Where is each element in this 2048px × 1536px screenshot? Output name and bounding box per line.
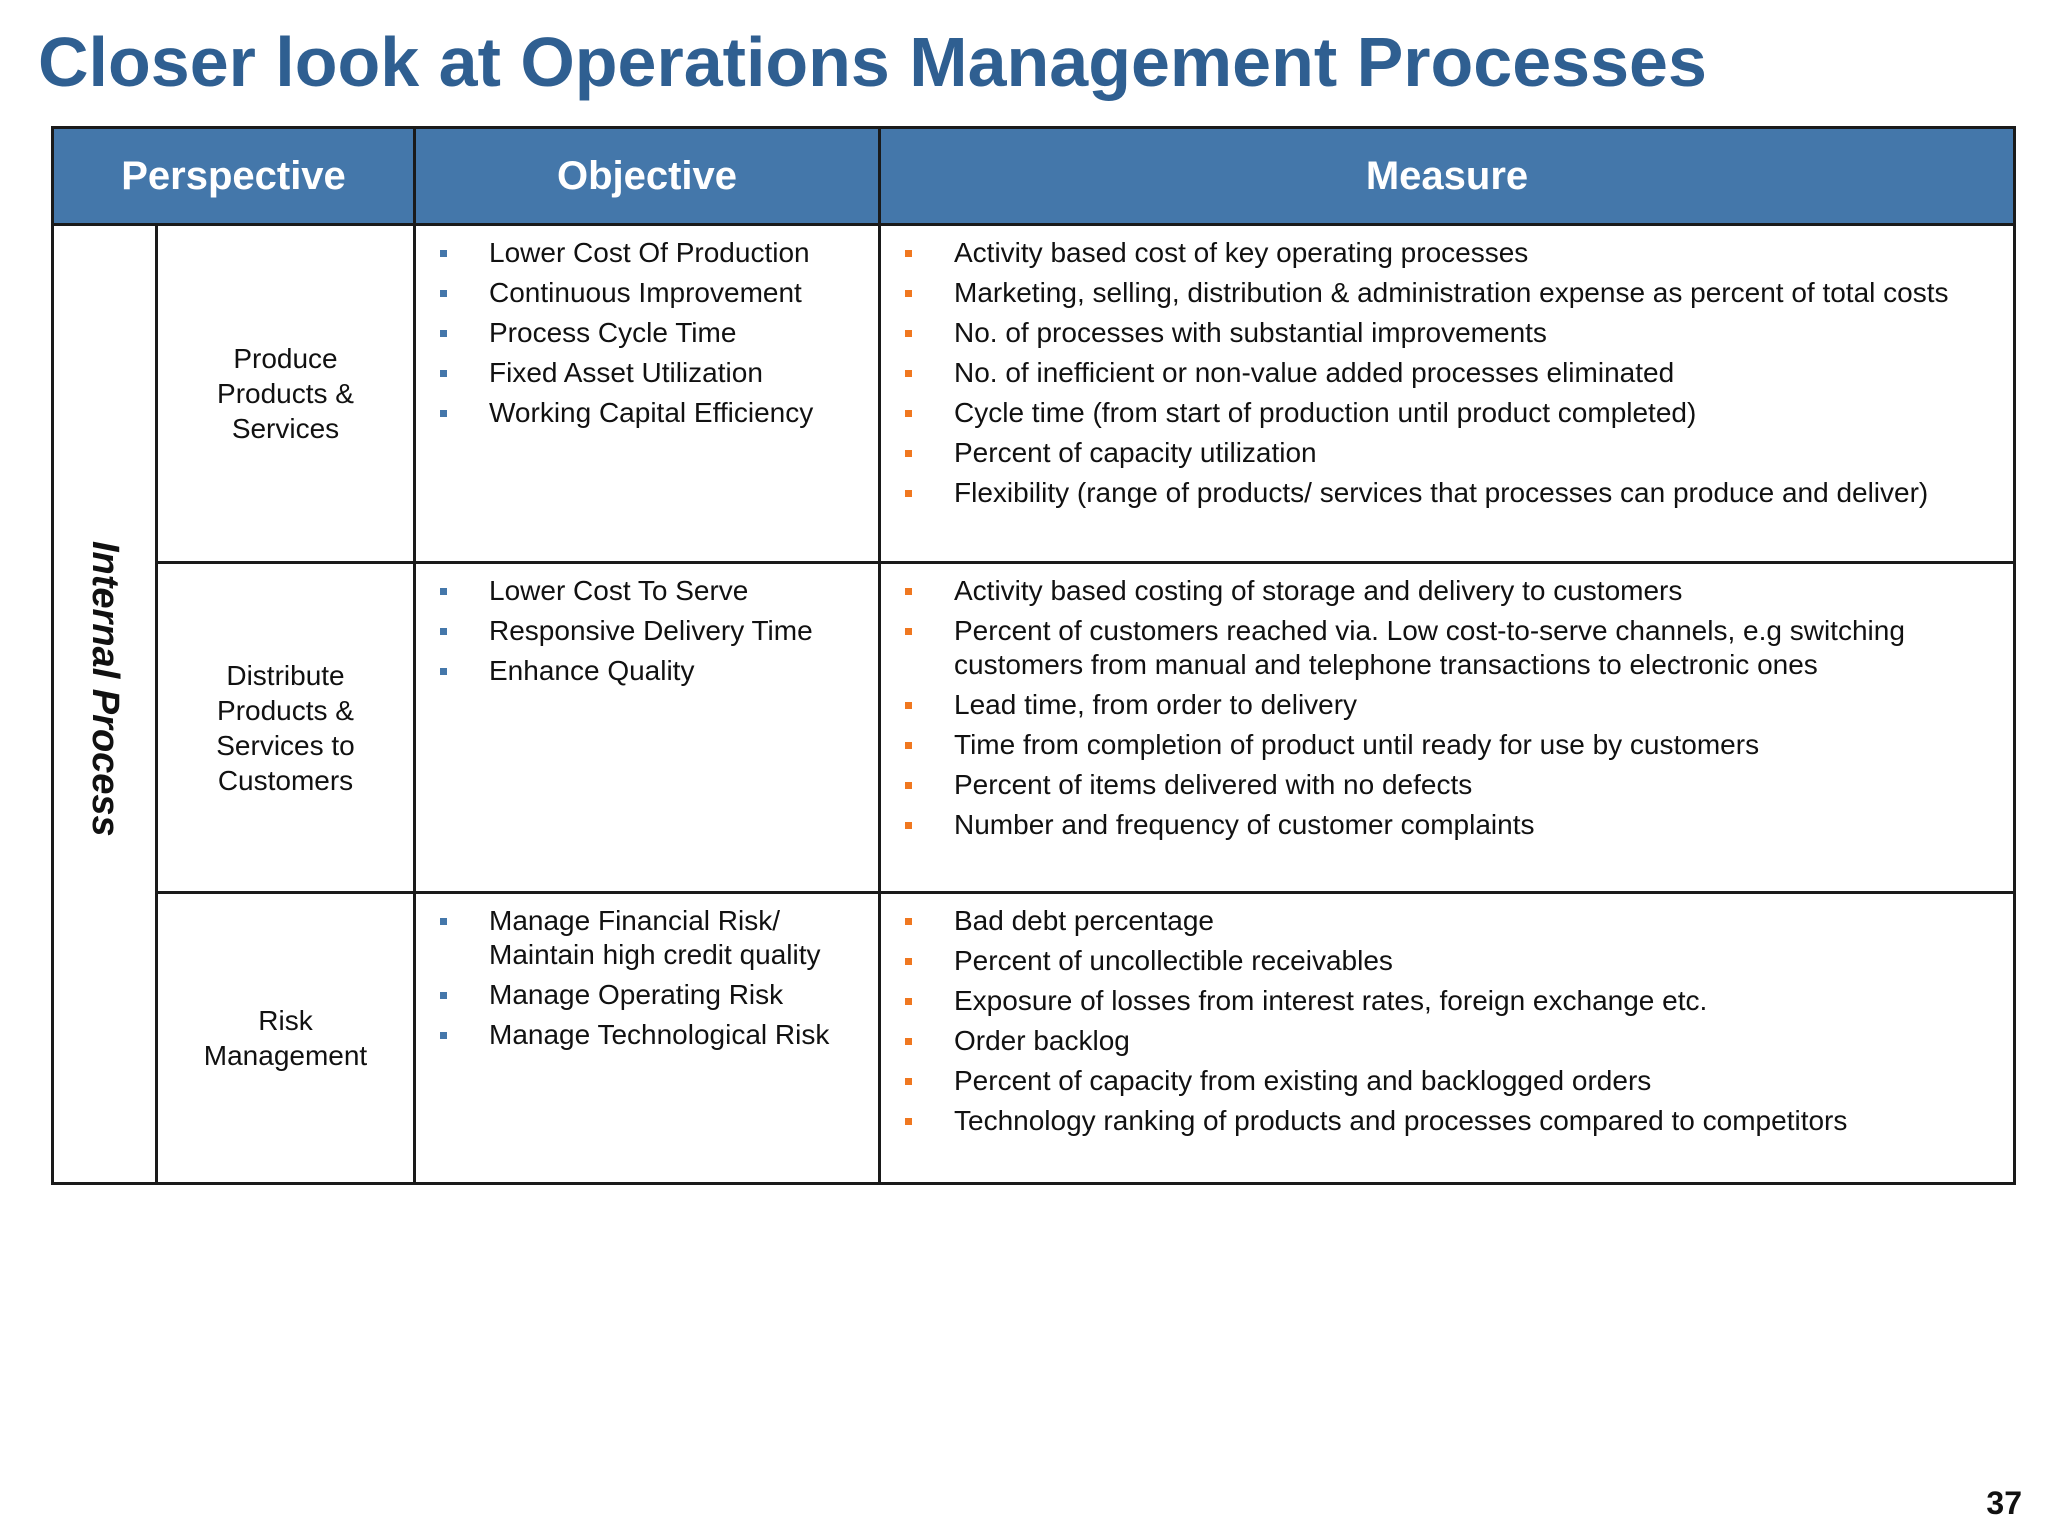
measure-text: Percent of items delivered with no defects [954,769,1473,800]
square-bullet-icon [905,628,912,635]
measure-item [901,276,2003,310]
measures-cell [881,564,2013,894]
objective-text: Lower Cost To Serve [489,575,749,606]
square-bullet-icon [905,1118,912,1125]
square-bullet-icon [440,250,447,257]
square-bullet-icon [905,742,912,749]
objective-text: Continuous Improvement [489,277,802,308]
measure-text: Activity based costing of storage and delivery to customers [954,575,1683,606]
measure-item [901,316,2003,350]
perspective-cell: Produce Products & Services [158,226,416,564]
measure-text: Number and frequency of customer complaints [954,809,1535,840]
measure-item [901,808,2003,842]
square-bullet-icon [440,588,447,595]
square-bullet-icon [440,1032,447,1039]
square-bullet-icon [905,1038,912,1045]
objectives-list [436,236,868,430]
group-label-cell [54,226,158,1182]
square-bullet-icon [440,992,447,999]
objective-text: Manage Technological Risk [489,1019,830,1050]
measures-list [901,574,2003,842]
measure-item [901,476,2003,510]
measure-text: Percent of uncollectible receivables [954,945,1393,976]
measure-item [901,1064,2003,1098]
measure-item [901,768,2003,802]
measure-item [901,984,2003,1018]
objective-text: Responsive Delivery Time [489,615,813,646]
objective-text: Working Capital Efficiency [489,397,814,428]
square-bullet-icon [440,410,447,417]
square-bullet-icon [440,628,447,635]
measures-cell [881,894,2013,1182]
square-bullet-icon [905,450,912,457]
objective-text: Fixed Asset Utilization [489,357,763,388]
measure-text: Marketing, selling, distribution & administration expense as percent of total costs [954,277,1949,308]
objective-text: Enhance Quality [489,655,695,686]
measure-item [901,236,2003,270]
square-bullet-icon [905,490,912,497]
square-bullet-icon [905,782,912,789]
square-bullet-icon [905,410,912,417]
measure-text: Order backlog [954,1025,1130,1056]
measures-list [901,904,2003,1138]
square-bullet-icon [440,918,447,925]
measure-text: Time from completion of product until ready for use by customers [954,729,1760,760]
slide-title: Closer look at Operations Management Processes [38,23,1707,101]
measure-text: No. of processes with substantial improvements [954,317,1547,348]
objective-item [436,904,868,972]
header-measure: Measure [881,129,2013,226]
square-bullet-icon [905,958,912,965]
measure-text: Cycle time (from start of production until product completed) [954,397,1697,428]
header-objective: Objective [416,129,881,226]
objective-item [436,316,868,350]
measure-item [901,1104,2003,1138]
measure-text: Activity based cost of key operating processes [954,237,1529,268]
objective-item [436,654,868,688]
objective-item [436,356,868,390]
objective-item [436,276,868,310]
square-bullet-icon [905,1078,912,1085]
objective-item [436,236,868,270]
square-bullet-icon [905,822,912,829]
square-bullet-icon [905,998,912,1005]
objective-item [436,574,868,608]
square-bullet-icon [440,370,447,377]
measure-item [901,396,2003,430]
measure-text: Percent of capacity from existing and backlogged orders [954,1065,1652,1096]
measure-item [901,1024,2003,1058]
objectives-cell [416,564,881,894]
measure-text: Flexibility (range of products/ services that processes can produce and deliver) [954,477,1929,508]
measures-cell [881,226,2013,564]
measure-text: Bad debt percentage [954,905,1214,936]
page-number: 37 [1986,1485,2022,1521]
measure-text: Lead time, from order to delivery [954,689,1358,720]
objective-text: Process Cycle Time [489,317,737,348]
square-bullet-icon [905,702,912,709]
objective-item [436,396,868,430]
objectives-cell [416,894,881,1182]
objectives-list [436,904,868,1052]
objective-text: Manage Financial Risk/ Maintain high credit quality [489,905,821,970]
objectives-list [436,574,868,688]
measure-item [901,614,2003,682]
square-bullet-icon [905,370,912,377]
measure-text: Exposure of losses from interest rates, foreign exchange etc. [954,985,1708,1016]
measure-item [901,574,2003,608]
group-label: Internal Process [84,541,126,837]
header-perspective: Perspective [54,129,416,226]
square-bullet-icon [440,668,447,675]
measures-list [901,236,2003,510]
perspective-cell: Distribute Products & Services to Customers [158,564,416,894]
square-bullet-icon [905,588,912,595]
measure-text: Technology ranking of products and processes compared to competitors [954,1105,1848,1136]
measure-item [901,356,2003,390]
measure-text: Percent of customers reached via. Low cost-to-serve channels, e.g switching customers from manual and telephone transactions to electronic ones [954,615,1905,680]
square-bullet-icon [440,290,447,297]
objective-item [436,614,868,648]
square-bullet-icon [905,918,912,925]
square-bullet-icon [905,290,912,297]
square-bullet-icon [905,250,912,257]
square-bullet-icon [905,330,912,337]
perspective-cell: Risk Management [158,894,416,1182]
objective-item [436,1018,868,1052]
square-bullet-icon [440,330,447,337]
measure-item [901,688,2003,722]
measure-item [901,436,2003,470]
measure-item [901,944,2003,978]
objectives-cell [416,226,881,564]
objective-item [436,978,868,1012]
objective-text: Manage Operating Risk [489,979,784,1010]
balanced-scorecard-table [51,126,2016,1185]
measure-item [901,904,2003,938]
objective-text: Lower Cost Of Production [489,237,810,268]
measure-text: Percent of capacity utilization [954,437,1317,468]
measure-text: No. of inefficient or non-value added processes eliminated [954,357,1675,388]
measure-item [901,728,2003,762]
